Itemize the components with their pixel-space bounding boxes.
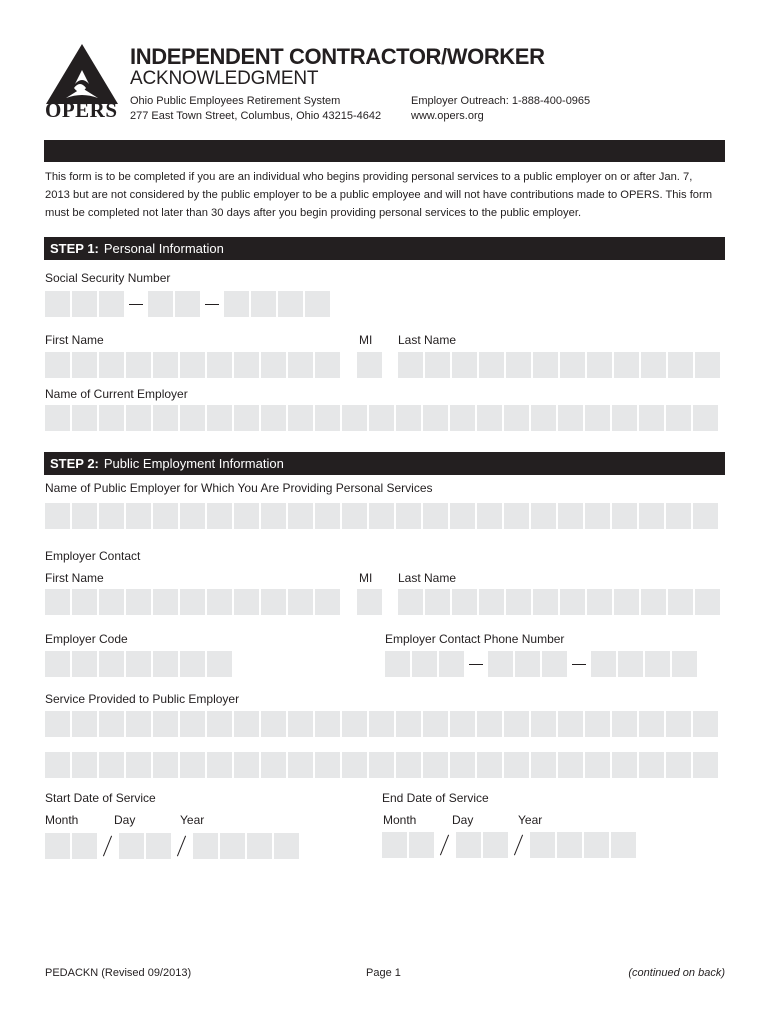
first-name-label: First Name bbox=[45, 333, 104, 347]
continued-note: (continued on back) bbox=[628, 967, 725, 979]
contact-phone-input[interactable] bbox=[385, 651, 697, 677]
step1-header bbox=[44, 237, 725, 260]
public-employer-label: Name of Public Employer for Which You Are Providing Personal Services bbox=[45, 481, 433, 495]
last-name-label: Last Name bbox=[398, 333, 457, 347]
website-link[interactable]: www.opers.org bbox=[411, 110, 484, 122]
ssn-label: Social Security Number bbox=[45, 271, 171, 285]
contact-mi-input[interactable] bbox=[357, 589, 382, 615]
step2-title: Public Employment Information bbox=[103, 456, 284, 471]
end-date-label: End Date of Service bbox=[382, 791, 489, 805]
step1-number: STEP 1: bbox=[50, 241, 99, 256]
form-id: PEDACKN (Revised 09/2013) bbox=[45, 967, 192, 979]
intro-text: This form is to be completed if you are an individual who begins providing personal services to a public employer on or after Jan. 7, 2013 but are not considered by the public employer to be a public employee and will not have contributions made to OPERS. This form must be completed not later than 30 days after you begin providing personal services to the public employer. bbox=[45, 171, 713, 219]
employer-code-input[interactable] bbox=[45, 651, 232, 677]
end-day-label: Day bbox=[452, 813, 474, 827]
contact-last-name-input[interactable] bbox=[398, 589, 720, 615]
org-info bbox=[130, 94, 381, 124]
contact-first-name-input[interactable] bbox=[45, 589, 340, 615]
service-provided-label: Service Provided to Public Employer bbox=[45, 692, 240, 706]
start-date-label: Start Date of Service bbox=[45, 791, 156, 805]
logo-text: OPERS bbox=[45, 98, 118, 122]
end-month-label: Month bbox=[383, 813, 417, 827]
start-year-label: Year bbox=[180, 813, 205, 827]
org-address: 277 East Town Street, Columbus, Ohio 43215-4642 bbox=[130, 110, 382, 122]
service-provided-input-line1[interactable] bbox=[45, 711, 718, 737]
step2-number: STEP 2: bbox=[50, 456, 99, 471]
form-subtitle: ACKNOWLEDGMENT bbox=[130, 68, 319, 89]
service-provided-input-line2[interactable] bbox=[45, 752, 718, 778]
start-date-input[interactable] bbox=[45, 833, 299, 859]
header-divider-bar bbox=[44, 140, 725, 162]
start-day-label: Day bbox=[114, 813, 136, 827]
org-name: Ohio Public Employees Retirement System bbox=[130, 95, 341, 107]
public-employer-input[interactable] bbox=[45, 503, 718, 529]
first-name-input[interactable] bbox=[45, 352, 340, 378]
end-year-label: Year bbox=[518, 813, 543, 827]
end-date-input[interactable] bbox=[382, 832, 636, 858]
contact-info bbox=[411, 94, 590, 124]
contact-mi-label: MI bbox=[359, 571, 373, 585]
current-employer-input[interactable] bbox=[45, 405, 718, 431]
outreach-phone: Employer Outreach: 1-888-400-0965 bbox=[411, 95, 591, 107]
contact-last-name-label: Last Name bbox=[398, 571, 457, 585]
step1-title: Personal Information bbox=[103, 241, 224, 256]
last-name-input[interactable] bbox=[398, 352, 720, 378]
current-employer-label: Name of Current Employer bbox=[45, 387, 188, 401]
start-month-label: Month bbox=[45, 813, 79, 827]
contact-phone-label: Employer Contact Phone Number bbox=[385, 632, 565, 646]
mi-input[interactable] bbox=[357, 352, 382, 378]
step2-header bbox=[44, 452, 725, 475]
page-number: Page 1 bbox=[366, 967, 401, 979]
ssn-input[interactable] bbox=[45, 291, 330, 317]
employer-code-label: Employer Code bbox=[45, 632, 128, 646]
contact-first-name-label: First Name bbox=[45, 571, 104, 585]
form-title: INDEPENDENT CONTRACTOR/WORKER bbox=[130, 44, 545, 69]
mi-label: MI bbox=[359, 333, 373, 347]
employer-contact-label: Employer Contact bbox=[45, 549, 141, 563]
